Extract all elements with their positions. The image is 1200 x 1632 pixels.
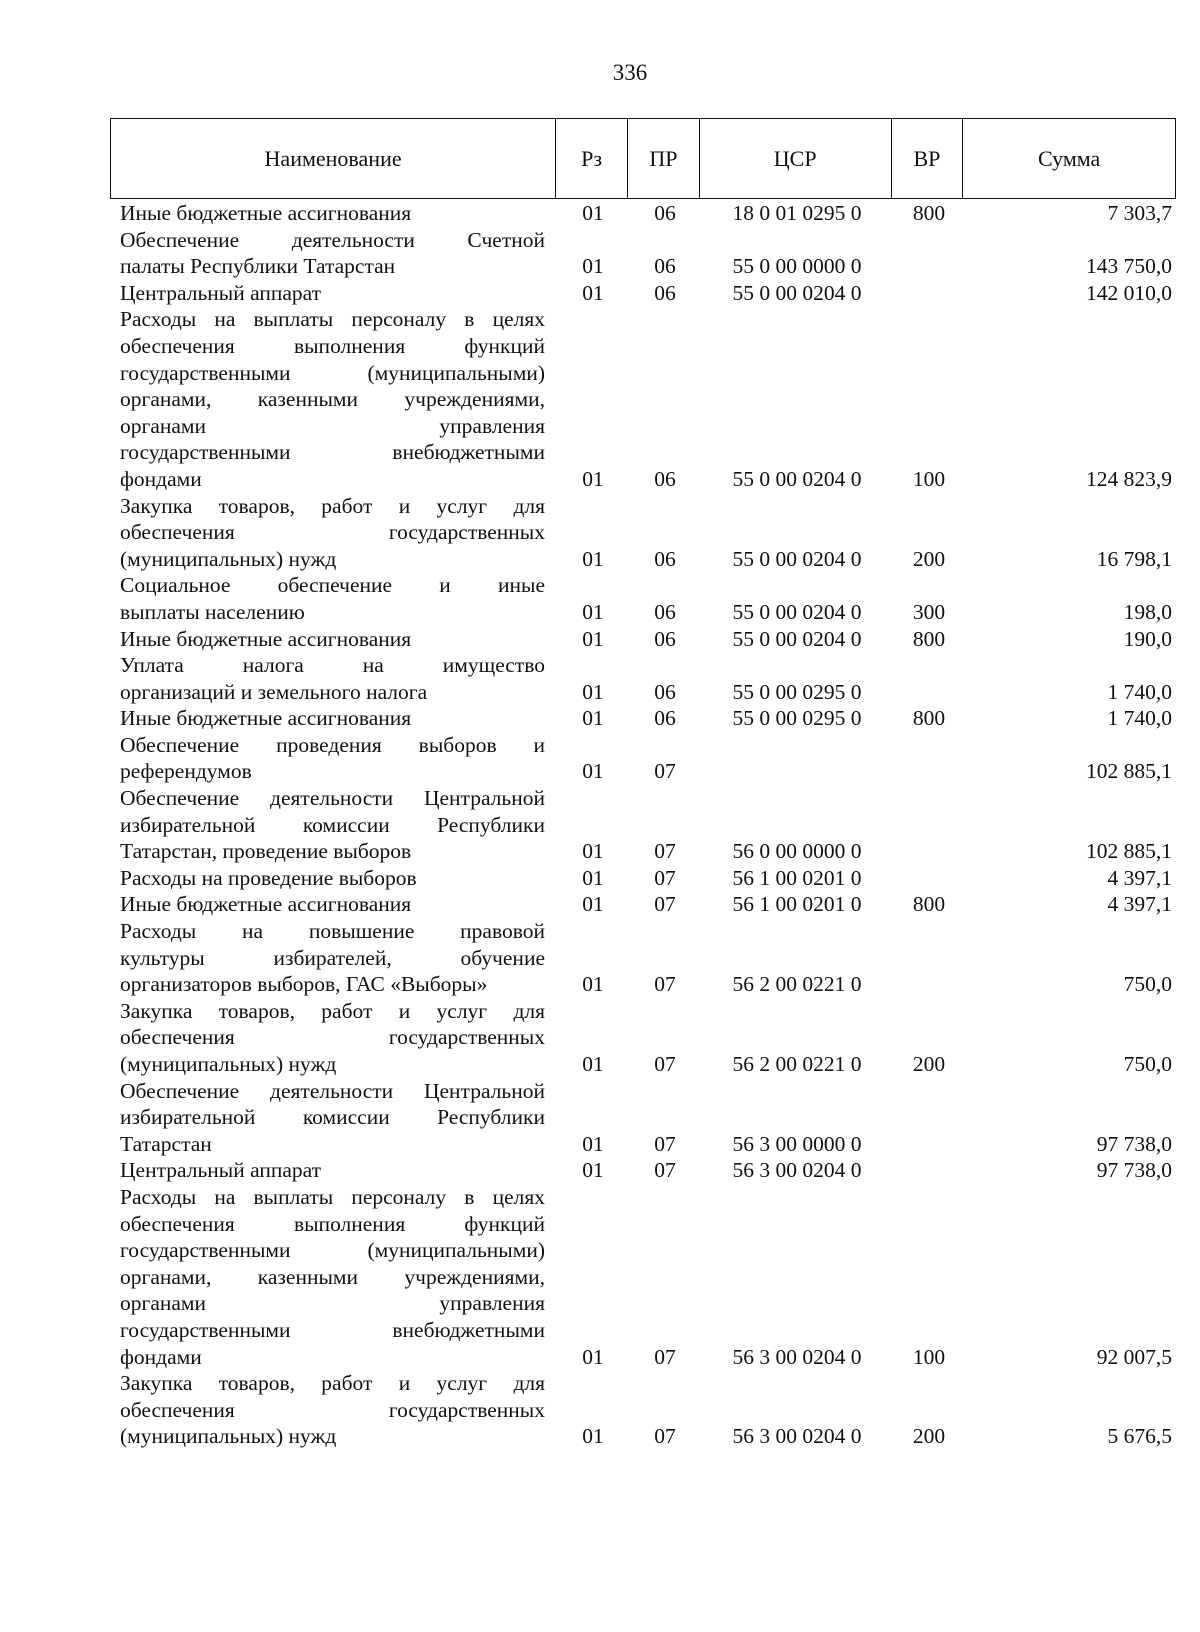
table-row [120, 918, 1176, 998]
table-row [120, 306, 1176, 492]
row-pr: 07 [654, 892, 676, 917]
row-sum: 5 676,5 [1107, 1424, 1172, 1449]
row-name-line: культуры избирателей, обучение [120, 945, 545, 970]
row-rz: 01 [582, 546, 604, 571]
row-rz: 01 [582, 839, 604, 864]
row-sum: 92 007,5 [1096, 1344, 1172, 1369]
table-row [120, 493, 1176, 573]
row-csr: 18 0 01 0295 0 [732, 201, 862, 225]
row-rz: 01 [582, 679, 604, 704]
row-sum: 4 397,1 [1107, 865, 1172, 890]
row-vr: 100 [912, 1344, 946, 1369]
row-rz: 01 [582, 201, 604, 225]
row-name [120, 200, 545, 227]
row-rz: 01 [582, 706, 604, 731]
row-name [120, 918, 545, 998]
row-name-line: Татарстан [120, 1131, 212, 1156]
row-name-line: фондами [120, 466, 202, 491]
row-name [120, 626, 545, 653]
table-row [120, 1078, 1176, 1158]
table-row [120, 652, 1176, 705]
row-name-line: Иные бюджетные ассигнования [120, 892, 412, 917]
row-sum: 124 823,9 [1086, 466, 1172, 491]
row-sum: 142 010,0 [1086, 280, 1172, 305]
table-row [120, 705, 1176, 732]
row-csr: 55 0 00 0204 0 [732, 599, 862, 624]
row-name-line: Центральный аппарат [120, 280, 322, 305]
row-rz: 01 [582, 254, 604, 279]
row-name [120, 865, 545, 892]
row-name [120, 1078, 545, 1158]
row-name-line: Иные бюджетные ассигнования [120, 626, 412, 651]
row-rz: 01 [582, 1158, 604, 1183]
row-sum: 16 798,1 [1096, 546, 1172, 571]
row-vr: 100 [912, 466, 946, 491]
row-sum: 190,0 [1123, 626, 1172, 651]
table-row [120, 1184, 1176, 1370]
row-pr: 06 [654, 280, 676, 305]
row-vr: 300 [912, 599, 946, 624]
row-pr: 07 [654, 1424, 676, 1449]
row-name-line: Закупка товаров, работ и услуг для [120, 1371, 545, 1396]
row-pr: 06 [654, 599, 676, 624]
row-name-line: органами управления [120, 413, 545, 438]
row-vr: 200 [912, 1424, 946, 1449]
row-name [120, 891, 545, 918]
table-header [110, 118, 1176, 199]
row-name-line: организаторов выборов, ГАС «Выборы» [120, 972, 488, 997]
row-csr: 56 3 00 0204 0 [732, 1158, 862, 1183]
row-name [120, 1370, 545, 1450]
row-name [120, 732, 545, 785]
row-name-line: Татарстан, проведение выборов [120, 839, 412, 864]
row-sum: 1 740,0 [1107, 706, 1172, 731]
row-csr: 55 0 00 0204 0 [732, 546, 862, 571]
row-pr: 06 [654, 626, 676, 651]
table-row [120, 572, 1176, 625]
row-name-line: Обеспечение деятельности Центральной [120, 1078, 545, 1103]
row-csr: 56 0 00 0000 0 [732, 839, 862, 864]
row-pr: 06 [654, 546, 676, 571]
row-name [120, 306, 545, 492]
row-name-line: Обеспечение деятельности Центральной [120, 786, 545, 811]
row-name-line: обеспечения государственных [120, 1397, 545, 1422]
row-pr: 06 [654, 679, 676, 704]
row-pr: 07 [654, 1158, 676, 1183]
header-vr: ВР [892, 119, 964, 198]
row-name-line: фондами [120, 1344, 202, 1369]
header-name: Наименование [111, 119, 556, 198]
row-rz: 01 [582, 1052, 604, 1076]
row-rz: 01 [582, 865, 604, 890]
row-vr: 800 [912, 626, 946, 651]
row-csr: 56 3 00 0204 0 [732, 1344, 862, 1369]
row-rz: 01 [582, 280, 604, 305]
row-name-line: обеспечения государственных [120, 520, 545, 545]
row-csr: 55 0 00 0204 0 [732, 626, 862, 651]
row-name-line: референдумов [120, 759, 252, 784]
row-sum: 97 738,0 [1096, 1158, 1172, 1183]
row-name-line: избирательной комиссии Республики [120, 812, 545, 837]
row-name-line: выплаты населению [120, 599, 305, 624]
row-name [120, 227, 545, 280]
row-sum: 1 740,0 [1107, 679, 1172, 704]
row-name-line: Закупка товаров, работ и услуг для [120, 493, 545, 518]
row-name [120, 705, 545, 732]
row-sum: 750,0 [1123, 972, 1172, 997]
row-name-line: органами, казенными учреждениями, [120, 1264, 545, 1289]
row-pr: 07 [654, 1344, 676, 1369]
table-row [120, 280, 1176, 307]
row-pr: 06 [654, 254, 676, 279]
row-sum: 7 303,7 [1107, 201, 1172, 225]
row-sum: 750,0 [1123, 1052, 1172, 1076]
row-csr: 56 2 00 0221 0 [732, 1052, 862, 1076]
row-rz: 01 [582, 1131, 604, 1156]
row-name-line: обеспечения выполнения функций [120, 333, 545, 358]
row-pr: 07 [654, 865, 676, 890]
row-name [120, 785, 545, 865]
row-vr: 800 [912, 706, 946, 731]
row-name-line: Расходы на выплаты персоналу в целях [120, 1184, 545, 1209]
row-name-line: Расходы на повышение правовой [120, 919, 545, 944]
row-name-line: Иные бюджетные ассигнования [120, 706, 412, 731]
row-name-line: государственными (муниципальными) [120, 360, 545, 385]
row-name-line: государственными внебюджетными [120, 440, 545, 465]
row-csr: 55 0 00 0295 0 [732, 679, 862, 704]
table-row [120, 732, 1176, 785]
table-row [120, 227, 1176, 280]
header-sum: Сумма [1038, 145, 1101, 171]
row-rz: 01 [582, 466, 604, 491]
row-name [120, 1184, 545, 1370]
row-sum: 198,0 [1123, 599, 1172, 624]
row-rz: 01 [582, 892, 604, 917]
row-name-line: Уплата налога на имущество [120, 653, 545, 678]
header-pr: ПР [628, 119, 700, 198]
row-name [120, 652, 545, 705]
row-name-line: организаций и земельного налога [120, 679, 428, 704]
row-csr: 56 1 00 0201 0 [732, 892, 862, 917]
row-rz: 01 [582, 972, 604, 997]
row-csr: 55 0 00 0204 0 [732, 466, 862, 491]
row-name [120, 998, 545, 1078]
row-name-line: Обеспечение деятельности Счетной [120, 227, 545, 252]
row-sum: 143 750,0 [1086, 254, 1172, 279]
row-vr: 800 [912, 892, 946, 917]
row-name-line: Обеспечение проведения выборов и [120, 732, 545, 757]
row-sum: 4 397,1 [1107, 892, 1172, 917]
row-rz: 01 [582, 599, 604, 624]
row-name-line: органами, казенными учреждениями, [120, 387, 545, 412]
row-name-line: обеспечения государственных [120, 1025, 545, 1050]
table-row [120, 998, 1176, 1078]
table-body [120, 200, 1176, 1450]
row-pr: 07 [654, 839, 676, 864]
row-rz: 01 [582, 1424, 604, 1449]
row-csr: 55 0 00 0000 0 [732, 254, 862, 279]
table-row [120, 865, 1176, 892]
row-name-line: Иные бюджетные ассигнования [120, 201, 412, 225]
row-rz: 01 [582, 626, 604, 651]
row-sum: 102 885,1 [1086, 839, 1172, 864]
row-name-line: Центральный аппарат [120, 1158, 322, 1183]
table-row [120, 1157, 1176, 1184]
table-row [120, 891, 1176, 918]
row-csr: 56 3 00 0000 0 [732, 1131, 862, 1156]
row-name-line: палаты Республики Татарстан [120, 254, 396, 279]
row-name [120, 280, 545, 307]
row-pr: 06 [654, 466, 676, 491]
row-name [120, 493, 545, 573]
row-name-line: государственными внебюджетными [120, 1317, 545, 1342]
row-name-line: Социальное обеспечение и иные [120, 573, 545, 598]
row-rz: 01 [582, 1344, 604, 1369]
row-vr: 800 [912, 201, 946, 225]
row-pr: 06 [654, 706, 676, 731]
row-name [120, 1157, 545, 1184]
table-row [120, 785, 1176, 865]
row-pr: 07 [654, 972, 676, 997]
row-name-line: Закупка товаров, работ и услуг для [120, 998, 545, 1023]
row-vr: 200 [912, 1052, 946, 1076]
row-name-line: (муниципальных) нужд [120, 1052, 337, 1076]
row-csr: 55 0 00 0204 0 [732, 280, 862, 305]
row-pr: 06 [654, 201, 676, 225]
row-csr: 56 2 00 0221 0 [732, 972, 862, 997]
row-name-line: (муниципальных) нужд [120, 1424, 337, 1449]
header-csr: ЦСР [700, 119, 892, 198]
row-csr: 55 0 00 0295 0 [732, 706, 862, 731]
row-sum: 97 738,0 [1096, 1131, 1172, 1156]
row-name-line: обеспечения выполнения функций [120, 1211, 545, 1236]
row-csr: 56 3 00 0204 0 [732, 1424, 862, 1449]
table-row [120, 1370, 1176, 1450]
row-name-line: Расходы на выплаты персоналу в целях [120, 307, 545, 332]
row-rz: 01 [582, 759, 604, 784]
page-number: 336 [612, 60, 648, 85]
row-pr: 07 [654, 1052, 676, 1076]
table-row [120, 626, 1176, 653]
table-row [120, 200, 1176, 227]
row-name-line: Расходы на проведение выборов [120, 865, 417, 890]
row-name-line: избирательной комиссии Республики [120, 1105, 545, 1130]
header-rz: Рз [556, 119, 628, 198]
row-name-line: органами управления [120, 1291, 545, 1316]
row-name [120, 572, 545, 625]
row-pr: 07 [654, 759, 676, 784]
row-sum: 102 885,1 [1086, 759, 1172, 784]
row-name-line: (муниципальных) нужд [120, 546, 337, 571]
row-vr: 200 [912, 546, 946, 571]
row-csr: 56 1 00 0201 0 [732, 865, 862, 890]
row-name-line: государственными (муниципальными) [120, 1238, 545, 1263]
row-pr: 07 [654, 1131, 676, 1156]
